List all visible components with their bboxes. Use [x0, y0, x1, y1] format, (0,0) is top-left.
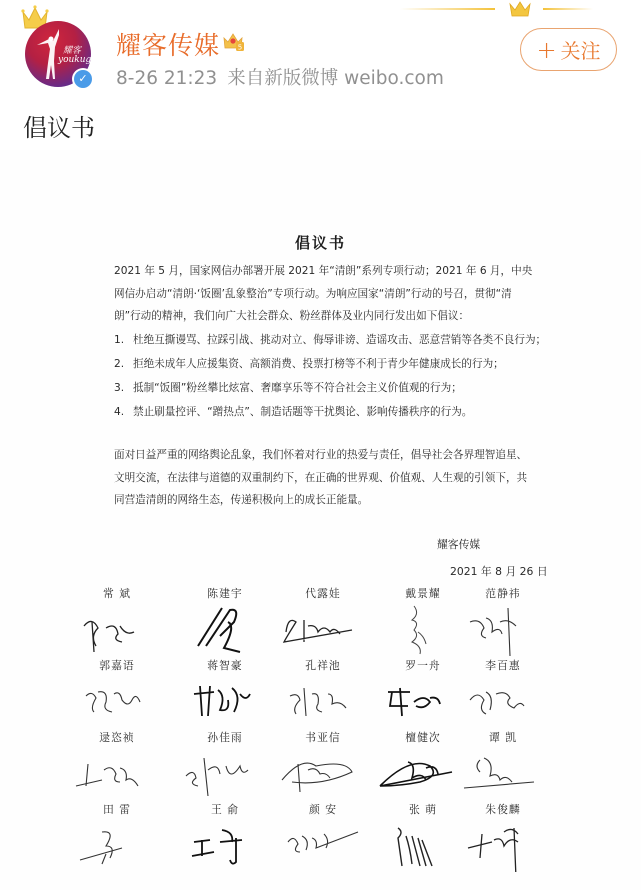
signature-cell: 孔祥池 — [268, 658, 378, 728]
username[interactable]: 耀客传媒 — [116, 31, 221, 60]
signature-cell: 孙佳雨 — [170, 730, 280, 800]
handwritten-signature — [448, 602, 558, 656]
post-text: 倡议书 — [23, 114, 95, 142]
top-crown-decoration — [400, 6, 640, 20]
signature-cell: 朱俊麟 — [448, 802, 558, 872]
handwritten-signature — [268, 602, 378, 656]
follow-button[interactable] — [520, 28, 617, 71]
signature-cell: 张 萌 — [368, 802, 478, 872]
handwritten-signature — [62, 746, 172, 800]
plus-icon: + — [536, 35, 557, 64]
signature-row — [0, 658, 641, 728]
handwritten-signature — [268, 674, 378, 728]
document-title: 倡议书 — [294, 234, 346, 252]
handwritten-signature — [170, 602, 280, 656]
document-intro: 2021 年 5 月，国家网信办部署开展 2021 年“清朗”系列专项行动；2021 年 6 月，中央网信办启动“清朗·‘饭圈’乱象整治”专项行动。为响应国家“清朗”行动的号召，贯彻“清朗”行动的精神，我们向广大社会群众、粉丝群体及业内同行发出如下倡议： — [114, 265, 533, 322]
crown-icon — [508, 0, 532, 18]
handwritten-signature — [170, 818, 280, 872]
signature-cell: 代露娃 — [268, 586, 378, 656]
signature-cell: 戴景耀 — [368, 586, 478, 656]
handwritten-signature — [62, 818, 172, 872]
handwritten-signature — [268, 818, 378, 872]
proposal-list — [114, 328, 547, 424]
signer-organization: 耀客传媒 — [437, 538, 481, 551]
handwritten-signature — [170, 674, 280, 728]
post-header — [0, 0, 641, 110]
svg-text:5: 5 — [237, 43, 243, 52]
signature-row — [0, 730, 641, 800]
proposal-document-image[interactable] — [0, 150, 641, 890]
list-item: 2. 拒绝未成年人应援集资、高额消费、投票打榜等不利于青少年健康成长的行为； — [114, 358, 504, 370]
handwritten-signature — [170, 746, 280, 800]
avatar-logo-subtext: youkug — [58, 55, 91, 65]
verified-badge — [72, 68, 94, 90]
handwritten-signature — [62, 674, 172, 728]
avatar-logo-text: 耀客 — [63, 46, 82, 56]
handwritten-signature — [268, 746, 378, 800]
signature-row — [0, 802, 641, 872]
follow-label: 关注 — [560, 39, 601, 63]
signature-cell: 罗一舟 — [368, 658, 478, 728]
handwritten-signature — [448, 818, 558, 872]
handwritten-signature — [62, 602, 172, 656]
signature-cell: 逯恣祯 — [62, 730, 172, 800]
handwritten-signature — [448, 746, 558, 800]
handwritten-signature — [448, 674, 558, 728]
document-date: 2021 年 8 月 26 日 — [450, 565, 548, 578]
signature-cell: 檀健次 — [368, 730, 478, 800]
post-meta — [116, 64, 454, 90]
post-timestamp: 8-26 21:23 — [116, 68, 218, 89]
avatar[interactable] — [18, 4, 98, 92]
signature-cell: 颜 安 — [268, 802, 378, 872]
signature-cell: 陈建宇 — [170, 586, 280, 656]
post-source[interactable]: 来自新版微博 weibo.com — [227, 68, 444, 89]
list-item: 1. 杜绝互撕谩骂、拉踩引战、挑动对立、侮辱诽谤、造谣攻击、恶意营销等各类不良行为； — [114, 334, 547, 346]
list-item: 4. 禁止刷量控评、“蹭热点”、制造话题等干扰舆论、影响传播秩序的行为。 — [114, 406, 473, 418]
signature-cell: 蒋智豪 — [170, 658, 280, 728]
signature-cell: 郭嘉语 — [62, 658, 172, 728]
list-item: 3. 抵制“饭圈”粉丝攀比炫富、奢靡享乐等不符合社会主义价值观的行为； — [114, 382, 462, 394]
signature-cell: 谭 凯 — [448, 730, 558, 800]
signature-cell: 田 雷 — [62, 802, 172, 872]
signature-cell: 范静祎 — [448, 586, 558, 656]
signature-cell: 书亚信 — [268, 730, 378, 800]
signature-cell: 王 俞 — [170, 802, 280, 872]
signature-cell: 李百惠 — [448, 658, 558, 728]
vip-crown-badge-icon[interactable] — [222, 30, 244, 52]
document-closing: 面对日益严重的网络舆论乱象，我们怀着对行业的热爱与责任，倡导社会各界理智追星、文明交流，在法律与道德的双重制约下，在正确的世界观、价值观、人生观的引领下，共同营造清朗的网络生态，传递积极向上的成长正能量。 — [114, 449, 528, 506]
signature-row — [0, 586, 641, 656]
signature-cell: 常 斌 — [62, 586, 172, 656]
verified-icon: ✓ — [74, 70, 92, 88]
